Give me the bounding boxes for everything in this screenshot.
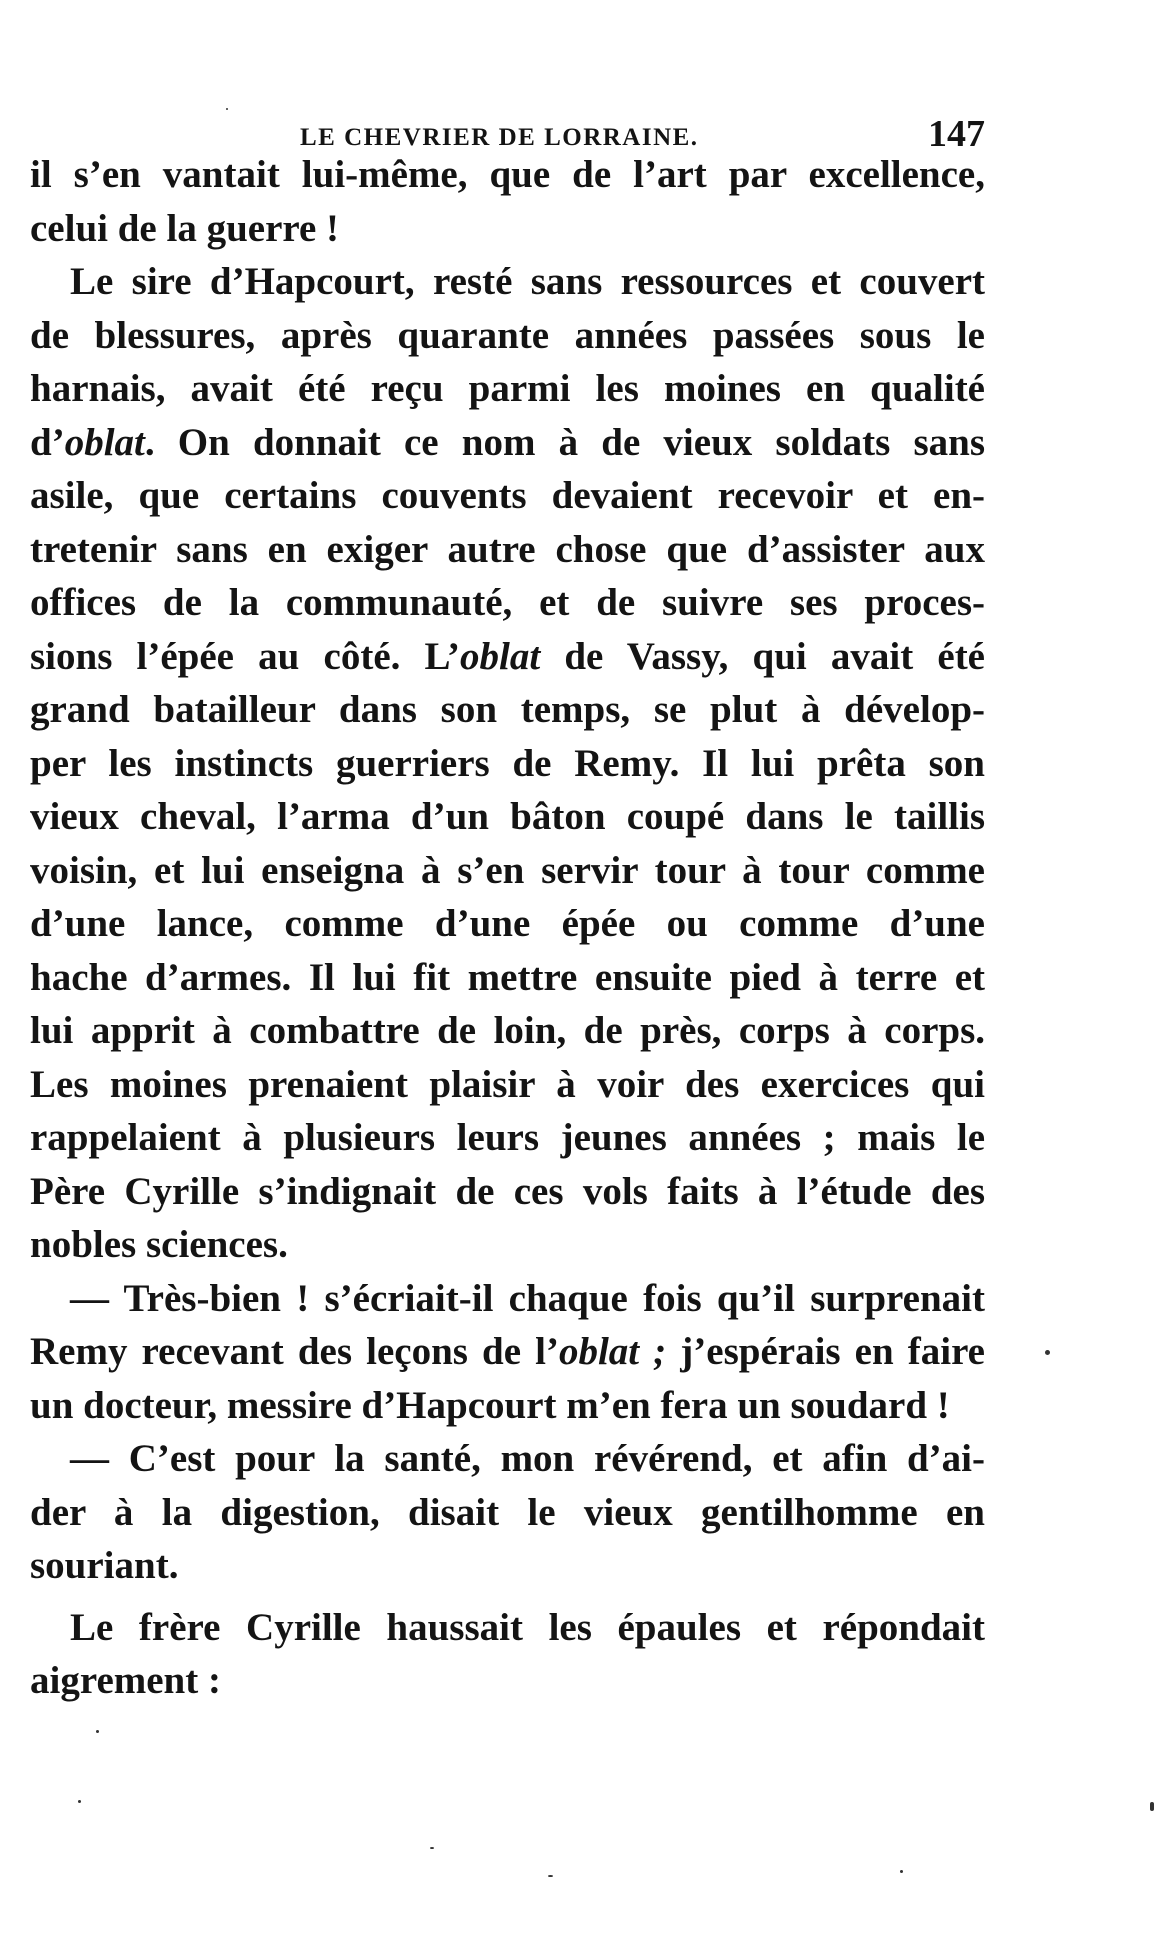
text-line: nobles sciences. bbox=[30, 1223, 288, 1266]
text-line: per les instincts guerriers de Remy. Il lui prêta son bbox=[30, 741, 985, 785]
scan-speck bbox=[900, 1870, 903, 1873]
text-line: de blessures, après quarante années passées sous le bbox=[30, 313, 985, 357]
text-run: d’ bbox=[30, 420, 65, 464]
text-run: sions l’épée au côté. L’ bbox=[30, 634, 460, 678]
text-line: der à la digestion, disait le vieux gentilhomme en bbox=[30, 1490, 985, 1534]
text-run: de Vassy, qui avait été bbox=[540, 634, 985, 678]
text-line: offices de la communauté, et de suivre ses proces- bbox=[30, 581, 985, 624]
running-header bbox=[30, 112, 985, 155]
text-line: harnais, avait été reçu parmi les moines en qualité bbox=[30, 367, 985, 410]
text-line: asile, que certains couvents devaient recevoir et en- bbox=[30, 474, 985, 517]
running-title: LE CHEVRIER DE LORRAINE. bbox=[300, 124, 699, 151]
text-line: il s’en vantait lui-même, que de l’art par excellence, bbox=[30, 153, 985, 196]
scan-speck bbox=[78, 1800, 81, 1803]
text-line: d’une lance, comme d’une épée ou comme d’une bbox=[30, 902, 985, 945]
scan-speck bbox=[1045, 1350, 1050, 1355]
scan-speck bbox=[1150, 1802, 1154, 1811]
text-line bbox=[30, 1325, 985, 1379]
scan-speck bbox=[430, 1847, 434, 1849]
text-line bbox=[30, 630, 985, 684]
text-line: celui de la guerre ! bbox=[30, 206, 340, 250]
text-line: Père Cyrille s’indignait de ces vols faits à l’étude des bbox=[30, 1169, 985, 1213]
text-line: tretenir sans en exiger autre chose que d’assister aux bbox=[30, 527, 985, 571]
paragraph-gap bbox=[30, 1593, 985, 1601]
page-number: 147 bbox=[928, 113, 985, 155]
text-line: voisin, et lui enseigna à s’en servir tour à tour comme bbox=[30, 848, 985, 892]
text-line: grand batailleur dans son temps, se plut à dévelop- bbox=[30, 688, 985, 731]
text-line: Le sire d’Hapcourt, resté sans ressources et couvert bbox=[70, 260, 985, 303]
text-line: lui apprit à combattre de loin, de près, corps à corps. bbox=[30, 1009, 985, 1052]
text-line: Le frère Cyrille haussait les épaules et répondait bbox=[70, 1605, 985, 1649]
text-run: . On donnait ce nom à de vieux soldats sans bbox=[144, 420, 985, 464]
text-run: Remy recevant des leçons de l’ bbox=[30, 1330, 559, 1373]
text-line: rappelaient à plusieurs leurs jeunes années ; mais le bbox=[30, 1116, 985, 1159]
scan-speck bbox=[96, 1730, 99, 1733]
text-line: Les moines prenaient plaisir à voir des exercices qui bbox=[30, 1062, 985, 1106]
scan-speck bbox=[548, 1875, 553, 1877]
text-line bbox=[30, 416, 985, 470]
text-line: — Très-bien ! s’écriait-il chaque fois qu’il surprenait bbox=[70, 1276, 985, 1320]
text-run: j’espérais en faire bbox=[666, 1330, 985, 1373]
text-line: vieux cheval, l’arma d’un bâton coupé dans le taillis bbox=[30, 795, 985, 838]
scan-speck bbox=[226, 108, 228, 110]
text-line: souriant. bbox=[30, 1544, 179, 1587]
text-line: — C’est pour la santé, mon révérend, et afin d’ai- bbox=[70, 1437, 985, 1480]
italic-term: oblat bbox=[64, 420, 145, 464]
body-text bbox=[30, 148, 985, 1708]
italic-term: oblat ; bbox=[558, 1330, 667, 1373]
text-line: hache d’armes. Il lui fit mettre ensuite pied à terre et bbox=[30, 955, 985, 999]
text-line: aigrement : bbox=[30, 1659, 221, 1702]
text-line: un docteur, messire d’Hapcourt m’en fera un soudard ! bbox=[30, 1383, 950, 1427]
italic-term: oblat bbox=[459, 634, 541, 678]
